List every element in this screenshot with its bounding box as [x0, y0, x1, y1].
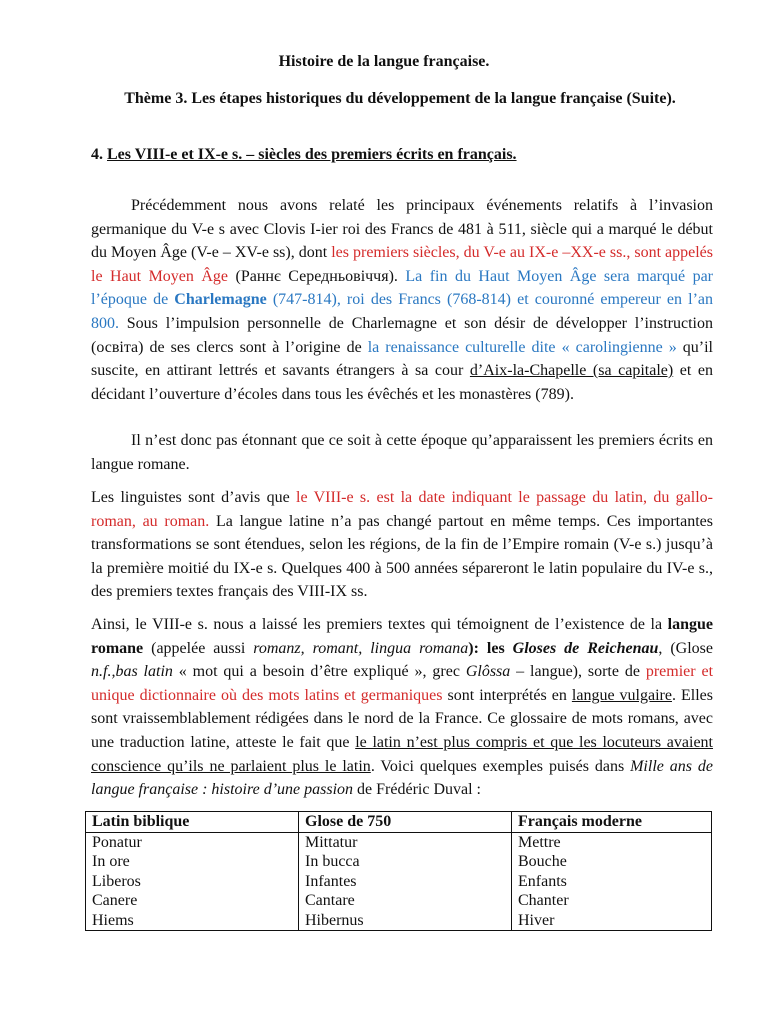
text-run: Glôssa	[465, 663, 511, 681]
text-run: (747-814), roi des Francs (768-814) et couronné empereur en l’an 800.	[91, 291, 714, 332]
text-run: Charlemagne	[174, 291, 267, 309]
cell: Hiver	[518, 911, 555, 929]
text-run: La fin du Haut Moyen Âge sera marqué par l’époque de	[91, 267, 713, 309]
text-run: langue romane	[91, 616, 713, 657]
text-run: Il n’est donc pas étonnant que ce soit à cette époque qu’apparaissent les premiers écrits en langue romane.	[91, 432, 713, 473]
table-header-row	[86, 812, 712, 833]
cell: Liberos	[92, 872, 141, 890]
section-heading	[91, 144, 517, 166]
text-run: qu’il suscite, en attirant lettrés et savants étrangers à sa cour	[91, 338, 713, 380]
text-run: le VIII-e s. est la date indiquant le passage du latin, du gallo-roman, au roman.	[91, 489, 714, 530]
table-row	[86, 832, 712, 931]
text-run: n.f.,bas latin	[91, 663, 173, 681]
section-title: Les VIII-e et IX-e s. – siècles des premiers écrits en français.	[107, 146, 517, 163]
cell: Canere	[92, 892, 138, 909]
theme-title: Thème 3. Les étapes historiques du développement de la langue française (Suite).	[124, 90, 676, 107]
text-run: (Раннє Середньовіччя).	[228, 267, 406, 285]
column-latin-biblique	[86, 832, 299, 931]
cell: Bouche	[518, 853, 567, 870]
text-run: La langue latine n’a pas changé partout en même temps. Ces importantes transformations se sont étendues, selon les régions, de la fin de l’Empire romain (V-e s.) jusqu’à la première moitié du IX-e s. Quelques 400 à 500 années sépareront le latin populaire du IV-e s., des premiers textes français des VIII-IX ss.	[91, 512, 713, 601]
column-glose-de-750	[299, 832, 512, 931]
text-run: premier et unique dictionnaire où des mots latins et germaniques	[91, 663, 714, 704]
text-run: Précédemment nous avons relaté les principaux événements relatifs à l’invasion germanique du V-e s avec Clovis I-ier roi des Francs de 481 à 511, siècle qui a marqué le début du Moyen Âge (V-e – XV-e ss), dont	[91, 197, 713, 262]
text-run: de Frédéric Duval :	[353, 781, 481, 799]
text-run: et en décidant l’ouverture d’écoles dans tous les évêchés et les monastères (789).	[91, 362, 713, 403]
text-run: Gloses de Reichenau	[512, 639, 659, 657]
cell: Hiems	[92, 911, 134, 929]
text-run: la renaissance culturelle dite « carolingienne »	[367, 338, 677, 356]
paragraph-3	[91, 486, 713, 604]
header-latin-biblique: Latin biblique	[86, 812, 299, 833]
paragraph-1	[91, 194, 713, 406]
text-run: « mot qui a besoin d’être expliqué », grec	[172, 663, 466, 681]
text-run: Les linguistes sont d’avis que	[91, 489, 297, 506]
text-run: (appelée aussi	[143, 639, 254, 657]
cell: Cantare	[305, 892, 355, 909]
header-glose-de-750: Glose de 750	[299, 812, 512, 833]
cell: Ponatur	[92, 833, 142, 851]
cell: Mittatur	[305, 833, 358, 851]
text-run: . Voici quelques exemples puisés dans	[370, 757, 631, 775]
header-francais-moderne: Français moderne	[512, 812, 712, 833]
cell: Chanter	[518, 892, 569, 909]
cell: Enfants	[518, 872, 567, 890]
text-run: . Elles sont vraissemblablement rédigées dans le nord de la France. Ce glossaire de mots romans, avec une traduction latine, atteste le fait que	[91, 686, 713, 751]
text-run: sont interprétés en	[442, 686, 572, 704]
text-run: – langue), sorte de	[510, 663, 646, 681]
text-run: Ainsi, le VIII-e s. nous a laissé les premiers textes qui témoignent de l’existence de la	[91, 616, 668, 633]
text-run: Sous l’impulsion personnelle de Charlemagne et son désir de développer l’instruction (освіта) de ses clercs sont à l’origine de	[91, 314, 713, 356]
text-run: le latin n’est plus compris et que les locuteurs avaient conscience qu’ils ne parlaient plus le latin	[91, 733, 714, 775]
text-run: , (Glose	[658, 639, 714, 657]
vocabulary-table	[85, 811, 712, 931]
column-francais-moderne	[512, 832, 712, 931]
text-run: romanz, romant, lingua romana	[253, 639, 469, 657]
cell: In bucca	[305, 853, 360, 870]
cell: Mettre	[518, 833, 561, 851]
cell: Infantes	[305, 872, 357, 890]
cell: Hibernus	[305, 911, 364, 929]
paragraph-4	[91, 613, 713, 802]
text-run: ): les	[468, 639, 513, 657]
text-run: d’Aix-la-Chapelle (sa capitale)	[469, 362, 674, 380]
document-title: Histoire de la langue française.	[278, 53, 490, 70]
section-number: 4.	[91, 146, 103, 163]
text-run: Mille ans de langue française : histoire d’une passion	[91, 757, 714, 799]
text-run: les premiers siècles, du V-e au IX-e –XX-e ss., sont appelés le Haut Moyen Âge	[91, 244, 714, 285]
text-run: langue vulgaire	[571, 686, 672, 704]
cell: In ore	[92, 853, 130, 870]
paragraph-2	[91, 429, 713, 476]
